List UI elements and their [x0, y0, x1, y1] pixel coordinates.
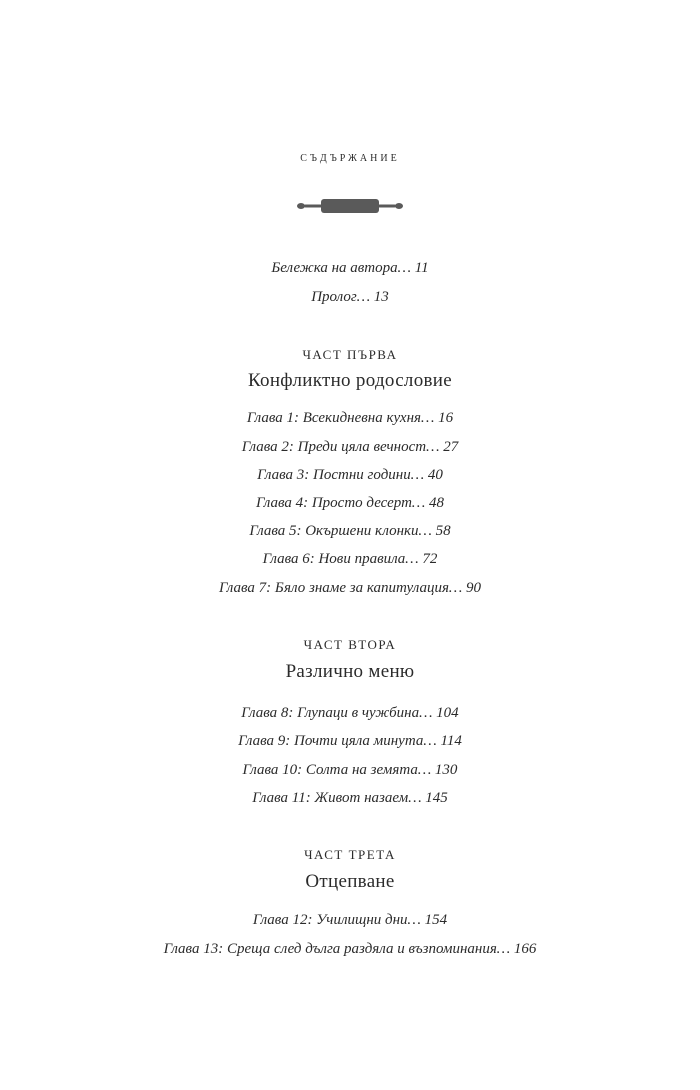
- toc-heading: съдържание: [300, 150, 400, 165]
- part-label: ЧАСТ ТРЕТА: [304, 847, 396, 862]
- toc-entry-chapter[interactable]: Глава 8: Глупаци в чужбина… 104: [241, 705, 459, 721]
- toc-entry-chapter[interactable]: Глава 2: Преди цяла вечност… 27: [241, 439, 459, 455]
- toc-entry-chapter[interactable]: Глава 11: Живот назаем… 145: [252, 790, 448, 806]
- part-title: Различно меню: [285, 661, 415, 682]
- toc-entry-author-note[interactable]: Бележка на автора… 11: [271, 260, 429, 276]
- toc-entry-chapter[interactable]: Глава 12: Училищни дни… 154: [252, 912, 448, 928]
- toc-entry-chapter[interactable]: Глава 13: Среща след дълга раздяла и възпоминания… 166: [163, 941, 537, 957]
- toc-entry-chapter[interactable]: Глава 3: Постни години… 40: [257, 467, 443, 483]
- toc-entry-chapter[interactable]: Глава 9: Почти цяла минута… 114: [238, 733, 462, 749]
- toc-entry-chapter[interactable]: Глава 1: Всекидневна кухня… 16: [246, 410, 454, 426]
- toc-entry-chapter[interactable]: Глава 10: Солта на земята… 130: [242, 762, 458, 778]
- toc-entry-chapter[interactable]: Глава 5: Окършени клонки… 58: [249, 523, 451, 539]
- part-label: ЧАСТ ПЪРВА: [302, 347, 398, 362]
- toc-entry-chapter[interactable]: Глава 6: Нови правила… 72: [262, 551, 438, 567]
- toc-entry-chapter[interactable]: Глава 4: Просто десерт… 48: [255, 495, 444, 511]
- part-title: Отцепване: [305, 871, 395, 892]
- rolling-pin-icon: [296, 196, 404, 216]
- toc-entry-chapter[interactable]: Глава 7: Бяло знаме за капитулация… 90: [218, 580, 482, 596]
- toc-entry-prologue[interactable]: Пролог… 13: [311, 289, 389, 305]
- part-label: ЧАСТ ВТОРА: [303, 637, 397, 652]
- part-title: Конфликтно родословие: [248, 370, 452, 391]
